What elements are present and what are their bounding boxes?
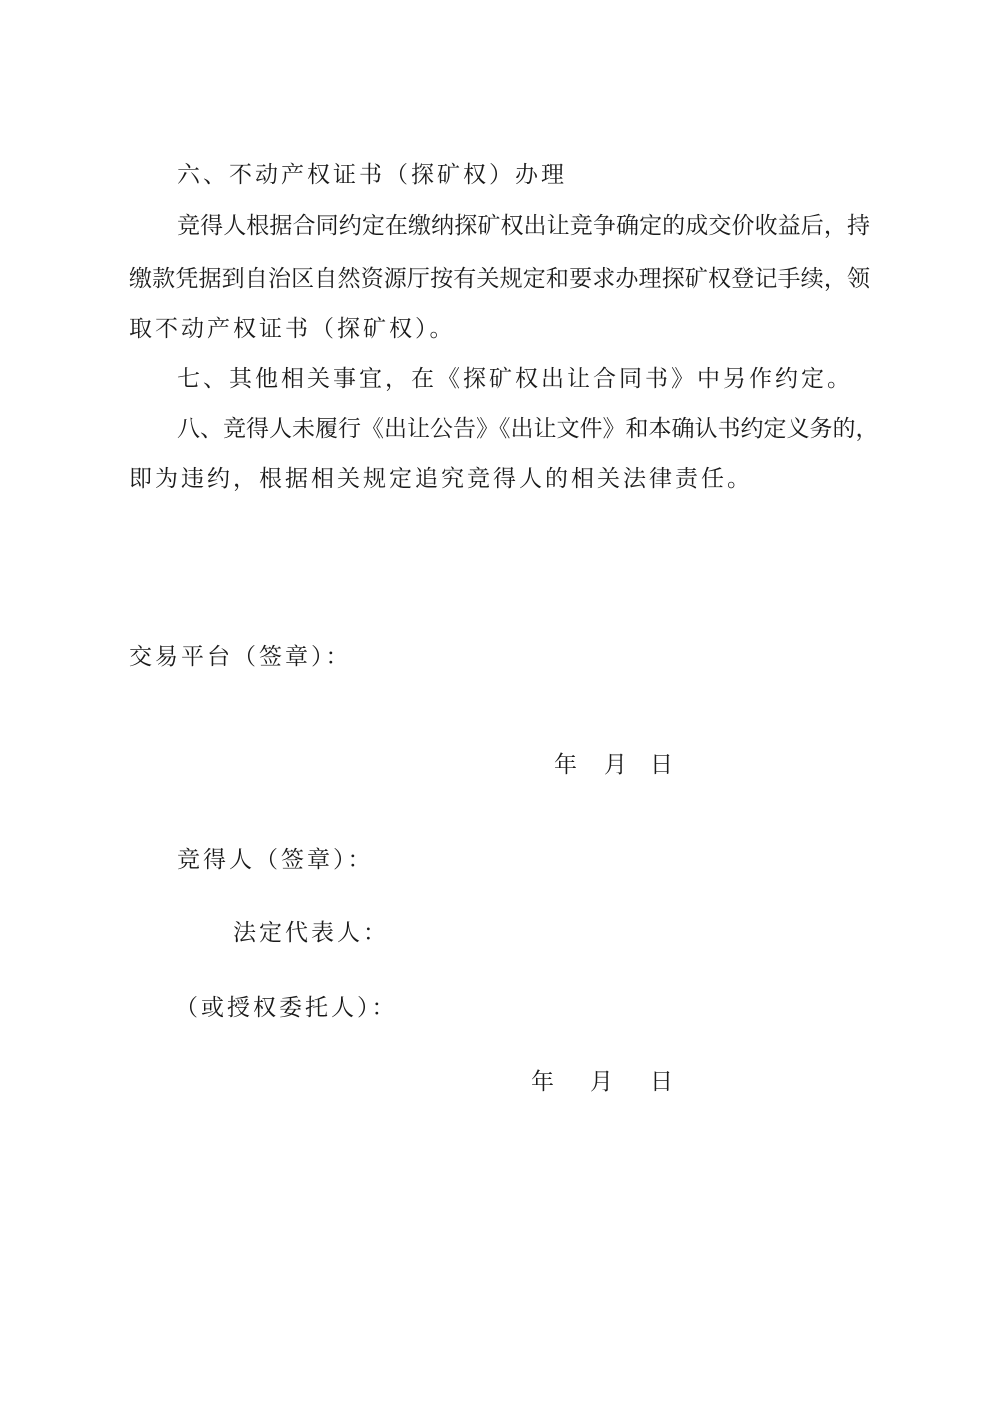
- section-6-paragraph-line-1: 竞得人根据合同约定在缴纳探矿权出让竞争确定的成交价收益后，持: [177, 213, 870, 239]
- authorized-agent-label: （或授权委托人）：: [175, 995, 398, 1021]
- section-6-paragraph-line-2: 缴款凭据到自治区自然资源厅按有关规定和要求办理探矿权登记手续，领: [129, 266, 870, 292]
- platform-date-day: 日: [650, 752, 673, 778]
- platform-signature-label: 交易平台（签章）：: [129, 644, 352, 670]
- platform-date-year: 年: [554, 752, 577, 778]
- bidder-date-year: 年: [531, 1069, 554, 1095]
- legal-representative-label: 法定代表人：: [233, 920, 389, 946]
- bidder-date-day: 日: [650, 1069, 673, 1095]
- section-8-paragraph-line-1: 八、竞得人未履行《出让公告》《出让文件》和本确认书约定义务的，: [177, 416, 879, 442]
- section-7-paragraph: 七、其他相关事宜，在《探矿权出让合同书》中另作约定。: [177, 366, 853, 392]
- section-6-paragraph-line-3: 取不动产权证书（探矿权）。: [129, 316, 456, 342]
- bidder-date-month: 月: [590, 1069, 613, 1095]
- platform-date-month: 月: [604, 752, 627, 778]
- section-6-heading: 六、不动产权证书（探矿权）办理: [177, 162, 567, 188]
- bidder-signature-label: 竞得人（签章）：: [177, 847, 374, 873]
- section-8-paragraph-line-2: 即为违约，根据相关规定追究竞得人的相关法律责任。: [129, 466, 753, 492]
